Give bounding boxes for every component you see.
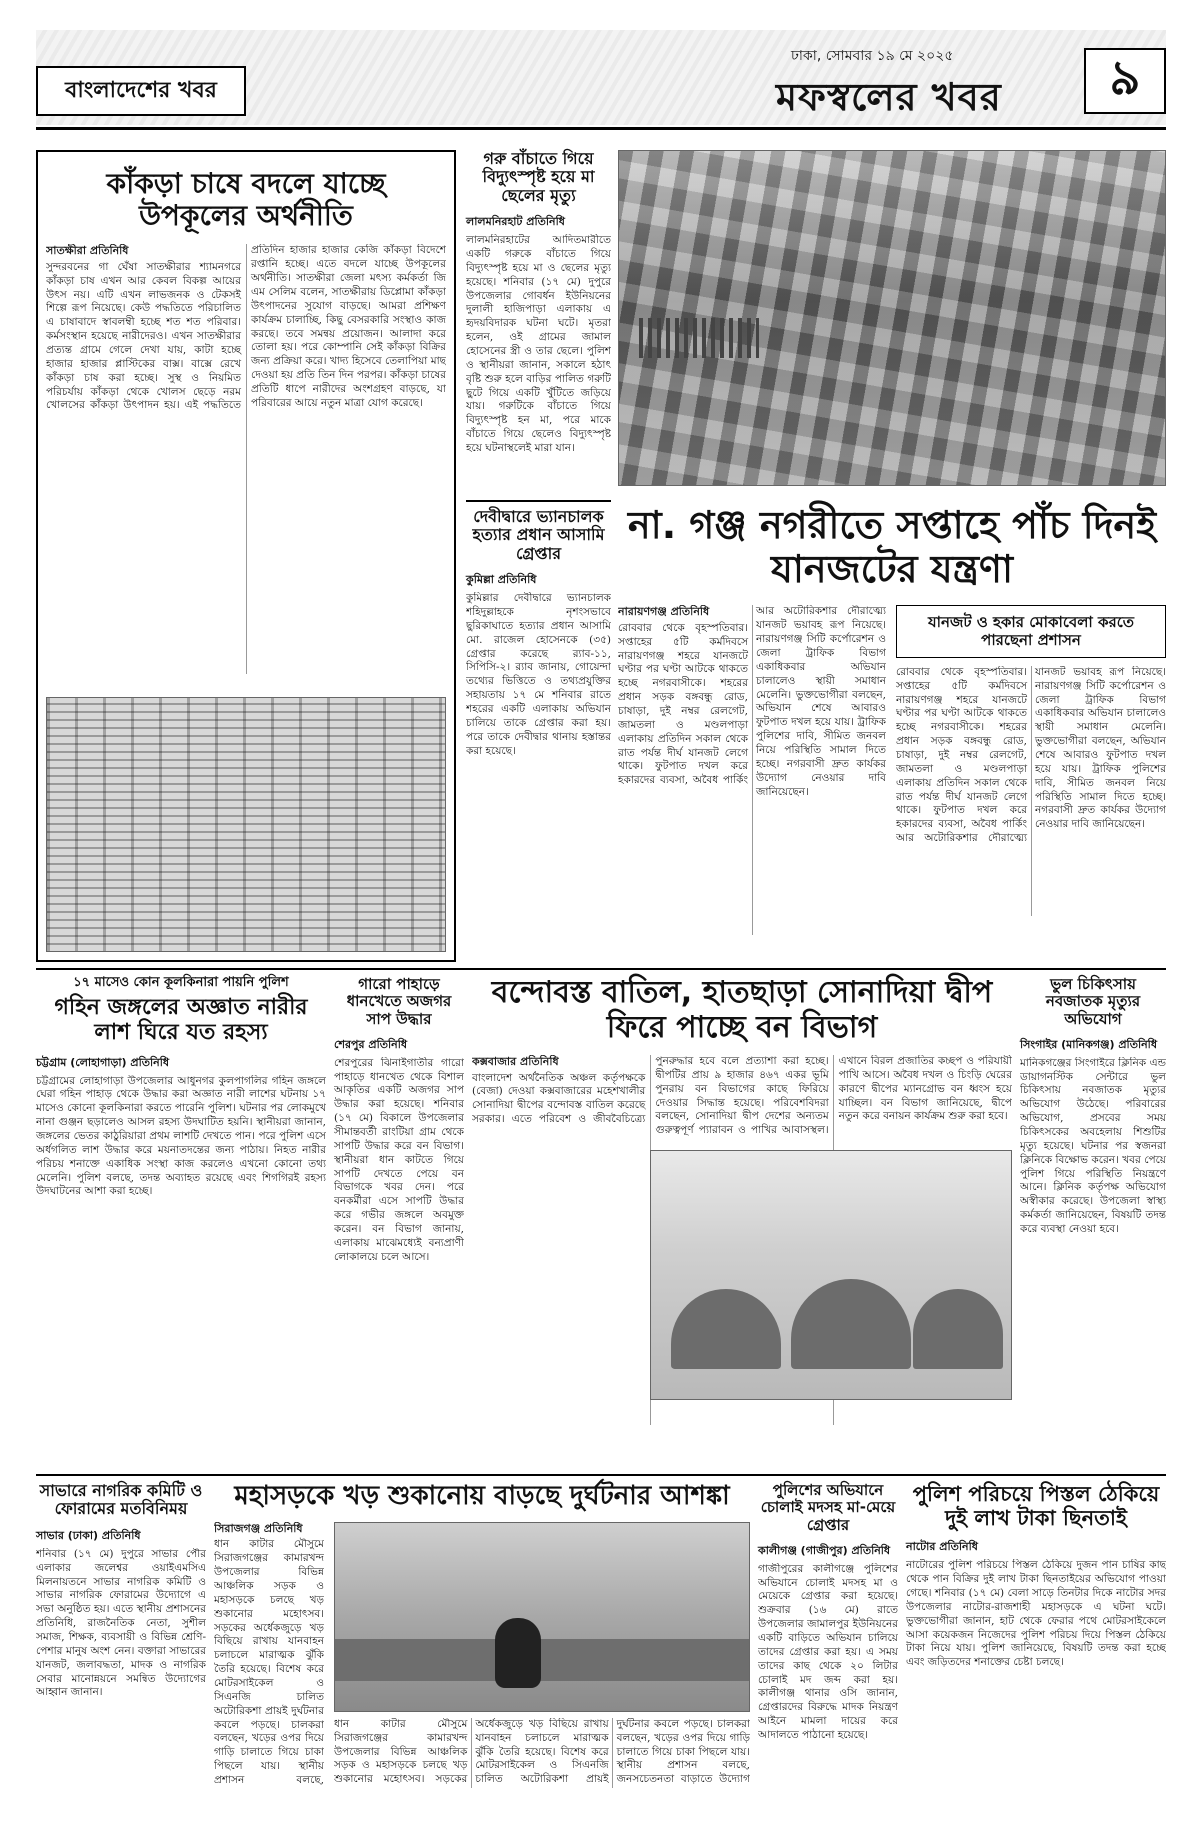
row-divider [36,1474,1166,1476]
traffic-subhead: যানজট ও হকার মোকাবেলা করতে পারছেনা প্রশাসন [896,605,1166,658]
robbery-body: নাটোরের পুলিশ পরিচয়ে পিস্তল ঠেকিয়ে দুজন পান চাষির কাছ থেকে পান বিক্রির দুই লাখ টাকা ছিনতাইয়ের অভিযোগ পাওয়া গেছে। শনিবার (১৭ মে) বেলা সাড়ে তিনটার দিকে নাটোর সদর উপজেলার নাটোর-রাজশাহী মহাসড়কে এ ঘটনা ঘটে। ভুক্তভোগীরা জানান, হাট থেকে ফেরার পথে মোটরসাইকেলে আসা কয়েকজন নিজেদের পুলিশ পরিচয় দিয়ে পিস্তল ঠেকিয়ে টাকা নিয়ে যায়। পুলিশ জানিয়েছে, বিষয়টি তদন্ত করা হচ্ছে এবং জড়িতদের শনাক্তের চেষ্টা চলছে। [906,1559,1166,1669]
road-shape [335,1639,749,1680]
article-crab [36,150,456,962]
newborn-byline: সিংগাইর (মানিকগঞ্জ) প্রতিনিধি [1020,1037,1157,1051]
article-traffic [618,500,1166,955]
traffic-body-cont: রোববার থেকে বৃহস্পতিবার। সপ্তাহের ৫টি কর্মদিবসে নারায়ণগঞ্জ শহরে যানজটে ঘণ্টার পর ঘণ্টা আটকে থাকতে হচ্ছে নগরবাসীকে। শহরের প্রধান সড়ক বঙ্গবন্ধু রোড, চাষাড়া, দুই নম্বর রেলগেট, জামতলা ও মণ্ডলপাড়া এলাকায় প্রতিদিন সকাল থেকে রাত পর্যন্ত দীর্ঘ যানজট লেগে থাকে। ফুটপাত দখল করে হকারদের ব্যবসা, অবৈধ পার্কিং আর অটোরিকশার দৌরাত্ম্যে যানজট ভয়াবহ রূপ নিয়েছে। নারায়ণগঞ্জ সিটি কর্পোরেশন ও জেলা ট্রাফিক বিভাগ একাধিকবার অভিযান চালালেও স্থায়ী সমাধান মেলেনি। ভুক্তভোগীরা বলছেন, অভিযান শেষে আবারও ফুটপাত দখল হয়ে যায়। ট্রাফিক পুলিশের দাবি, সীমিত জনবল নিয়ে পরিস্থিতি সামাল দিতে হচ্ছে। নগরবাসী দ্রুত কার্যকর উদ্যোগ নেওয়ার দাবি জানিয়েছেন। [896,665,1166,845]
jungle-kicker: ১৭ মাসেও কোন কূলকিনারা পায়নি পুলিশ [73,975,289,990]
highway-headline: মহাসড়কে খড় শুকানোয় বাড়ছে দুর্ঘটনার আশঙ্কা [234,1481,730,1511]
python-headline: গারো পাহাড়ে ধানখেতে অজগর সাপ উদ্ধার [346,975,452,1028]
jungle-body: চট্টগ্রামের লোহাগাড়া উপজেলার আধুনগর কুলপাগলির গহিন জঙ্গলে ঘেরা গহিন পাহাড় থেকে উদ্ধার করা অজ্ঞাত নারী লাশের ঘটনায় ১৭ মাসেও কোনো কূলকিনারা করতে পারেনি পুলিশ। ঘটনার পর লোকমুখে নানা গুঞ্জন ছড়ালেও আসল রহস্য উদঘাটিত হয়নি। স্থানীয়রা জানান, জঙ্গলের ভেতর কাঠুরিয়ারা প্রথম লাশটি দেখতে পান। পরে পুলিশ এসে অর্ধগলিত লাশ উদ্ধার করে ময়নাতদন্তের জন্য পাঠায়। নিহত নারীর পরিচয় শনাক্তে একাধিক সংস্থা কাজ করলেও এখনো কোনো তথ্য মেলেনি। পুলিশ বলছে, তদন্ত অব্যাহত রয়েছে এবং শিগগিরই রহস্য উদঘাটনের আশা করা হচ্ছে। [36,1074,326,1198]
traffic-body-left [618,605,886,935]
traffic-right-col [896,605,1166,935]
section-label-left: বাংলাদেশের খবর [36,66,246,116]
robbery-headline: পুলিশ পরিচয়ে পিস্তল ঠেকিয়ে দুই লাখ টাকা ছিনতাই [912,1482,1160,1531]
article-jungle [36,976,326,1466]
article-python [334,976,464,1466]
highway-right [334,1522,750,1788]
section-title: মফস্বলের খবর [776,75,1002,119]
savar-byline: সাভার (ঢাকা) প্রতিনিধি [36,1528,141,1542]
edition-date: ঢাকা, সোমবার ১৯ মে ২০২৫ [791,48,954,64]
crab-byline: সাতক্ষীরা প্রতিনিধি [46,244,129,258]
savar-headline: সাভারে নাগরিক কমিটি ও ফোরামের মতবিনিময় [39,1481,203,1519]
jungle-byline: চট্টগ্রাম (লোহাগাড়া) প্রতিনিধি [36,1055,170,1069]
liquor-headline: পুলিশের অভিযানে চোলাই মদসহ মা-মেয়ে গ্রেপ্তার [760,1481,896,1534]
electrocute-headline: গরু বাঁচাতে গিয়ে বিদ্যুৎস্পৃষ্ট হয়ে মা ছেলের মৃত্যু [482,149,595,205]
article-newborn [1020,976,1166,1466]
robbery-byline: নাটোর প্রতিনিধি [906,1540,978,1554]
crab-body: সুন্দরবনের গা ঘেঁষা সাতক্ষীরার শ্যামনগরে কাঁকড়া চাষ এখন আর কেবল বিকল্প আয়ের উৎস নয়। এটি এখন লাভজনক ও টেকসই শিল্পে রূপ নিয়েছে। কেউ পদ্ধতিতে পরিচালিত এ চাষাবাদে স্বাবলম্বী হচ্ছে শত শত পরিবার। কর্মসংস্থান হয়েছে নারীদেরও। এখন সাতক্ষীরার প্রত্যন্ত গ্রামে গেলে দেখা যায়, কাটা হচ্ছে হাজার হাজার প্লাস্টিকের বাক্স। বাক্সে রেখে কাঁকড়া চাষ করা হচ্ছে। সুস্থ ও নিয়মিত পরিচর্যায় কাঁকড়া থেকে খোলস ছেড়ে নরম খোলসের কাঁকড়া উৎপাদন হয়। এই পদ্ধতিতে প্রতিদিন হাজার হাজার কেজি কাঁকড়া বিদেশে রপ্তানি হচ্ছে। এতে বদলে যাচ্ছে উপকূলের অর্থনীতি। সাতক্ষীরা জেলা মৎস্য কর্মকর্তা জি এম সেলিম বলেন, সাতক্ষীরায় ডিপ্লোমা কাঁকড়া উৎপাদনের সুযোগ বাড়ছে। আমরা প্রশিক্ষণ কার্যক্রম চালাচ্ছি, কিছু বেসরকারি সংস্থাও কাজ করছে। তবে সমন্বয় প্রয়োজন। আলাদা করে তোলা হয়। পরে কোম্পানি সেই কাঁকড়া বিক্রির জন্য প্রক্রিয়া করে। খাদ্য হিসেবে তেলাপিয়া মাছ দেওয়া হয় প্রতি তিন দিন পরপর। কাঁকড়া চাষের প্রতিটি ধাপে নারীদের অংশগ্রহণ বাড়ছে, যা পরিবারের আয়ে নতুন মাত্রা যোগ করেছে। [46,244,446,412]
dewanbhog-byline: কুমিল্লা প্রতিনিধি [466,573,537,587]
tent-shape [913,1289,1003,1369]
article-liquor [758,1482,898,1832]
traffic-body: রোববার থেকে বৃহস্পতিবার। সপ্তাহের ৫টি কর্মদিবসে নারায়ণগঞ্জ শহরে যানজটে ঘণ্টার পর ঘণ্টা আটকে থাকতে হচ্ছে নগরবাসীকে। শহরের প্রধান সড়ক বঙ্গবন্ধু রোড, চাষাড়া, দুই নম্বর রেলগেট, জামতলা ও মণ্ডলপাড়া এলাকায় প্রতিদিন সকাল থেকে রাত পর্যন্ত দীর্ঘ যানজট লেগে থাকে। ফুটপাত দখল করে হকারদের ব্যবসা, অবৈধ পার্কিং আর অটোরিকশার দৌরাত্ম্যে যানজট ভয়াবহ রূপ নিয়েছে। নারায়ণগঞ্জ সিটি কর্পোরেশন ও জেলা ট্রাফিক বিভাগ একাধিকবার অভিযান চালালেও স্থায়ী সমাধান মেলেনি। ভুক্তভোগীরা বলছেন, অভিযান শেষে আবারও ফুটপাত দখল হয়ে যায়। ট্রাফিক পুলিশের দাবি, সীমিত জনবল নিয়ে পরিস্থিতি সামাল দিতে হচ্ছে। নগরবাসী দ্রুত কার্যকর উদ্যোগ নেওয়ার দাবি জানিয়েছেন। [618,605,886,798]
highway-body: ধান কাটার মৌসুমে সিরাজগঞ্জের কামারখন্দ উপজেলার বিভিন্ন আঞ্চলিক সড়ক ও মহাসড়কে চলছে খড় শুকানোর মহোৎসব। সড়কের অর্ধেকজুড়ে খড় বিছিয়ে রাখায় যানবাহন চলাচলে মারাত্মক ঝুঁকি তৈরি হয়েছে। বিশেষ করে মোটরসাইকেল ও সিএনজি চালিত অটোরিকশা প্রায়ই দুর্ঘটনার কবলে পড়ছে। চালকরা বলছেন, খড়ের ওপর দিয়ে গাড়ি চালাতে গিয়ে চাকা পিছলে যায়। স্থানীয় প্রশাসন বলছে, [214,1538,324,1787]
article-dewanbhog [466,500,611,955]
sonadia-byline: কক্সবাজার প্রতিনিধি [472,1055,559,1068]
sonadia-body: বাংলাদেশ অর্থনৈতিক অঞ্চল কর্তৃপক্ষকে (বেজা) দেওয়া কক্সবাজারের মহেশখালীর সোনাদিয়া দ্বীপের বন্দোবস্ত বাতিল করেছে সরকার। এতে পরিবেশ ও জীববৈচিত্র্যে পুনরুদ্ধার হবে বলে প্রত্যাশা করা হচ্ছে। দ্বীপটির প্রায় ৯ হাজার ৪৬৭ একর ভূমি পুনরায় বন বিভাগের কাছে ফিরিয়ে দেওয়ার সিদ্ধান্ত হয়েছে। পরিবেশবিদরা বলছেন, সোনাদিয়া দ্বীপ দেশের অন্যতম গুরুত্বপূর্ণ প্যারাবন ও পাখির আবাসস্থল। এখানে বিরল প্রজাতির কচ্ছপ ও পরিযায়ী পাখি আসে। অবৈধ দখল ও চিংড়ি ঘেরের কারণে দ্বীপের ম্যানগ্রোভ বন ধ্বংস হয়ে যাচ্ছিল। বন বিভাগ জানিয়েছে, দ্বীপে নতুন করে বনায়ন কার্যক্রম শুরু করা হবে। [472,1055,1012,1137]
sonadia-tents-photo [650,1150,1012,1400]
python-body: শেরপুরের ঝিনাইগাতীর গারো পাহাড়ে ধানখেত থেকে বিশাল আকৃতির একটি অজগর সাপ উদ্ধার করা হয়েছে। শনিবার (১৭ মে) বিকালে উপজেলার সীমান্তবর্তী রাংটিয়া গ্রাম থেকে সাপটি উদ্ধার করে বন বিভাগ। স্থানীয়রা ধান কাটতে গিয়ে সাপটি দেখতে পেয়ে বন বিভাগকে খবর দেন। পরে বনকর্মীরা এসে সাপটি উদ্ধার করে গভীর জঙ্গলে অবমুক্ত করেন। বন বিভাগ জানায়, এলাকায় মাঝেমধ্যেই বন্যপ্রাণী লোকালয়ে চলে আসে। [334,1056,464,1263]
traffic-jam-photo [618,150,1166,486]
dewanbhog-body: কুমিল্লার দেবীদ্বারে ভ্যানচালক শহিদুল্লাহকে নৃশংসভাবে ছুরিকাঘাতে হত্যার প্রধান আসামি মো. রাজেল হোসেনকে (৩৫) গ্রেপ্তার করেছে র‍্যাব-১১, সিপিসি-২। র‍্যাব জানায়, গোয়েন্দা তথ্যের ভিত্তিতে ও তথ্যপ্রযুক্তির সহায়তায় ১৭ মে শনিবার রাতে শহরের একটি এলাকায় অভিযান চালিয়ে তাকে গ্রেপ্তার করা হয়। পরে তাকে দেবীদ্বার থানায় হস্তান্তর করা হয়েছে। [466,592,611,757]
article-savar [36,1482,206,1832]
divider-rule [466,500,611,502]
crab-headline: কাঁকড়া চাষে বদলে যাচ্ছে উপকূলের অর্থনীতি [106,167,386,233]
tent-shape [791,1279,911,1369]
page-header [36,30,1166,130]
highway-byline: সিরাজগঞ্জ প্রতিনিধি [214,1521,303,1535]
dewanbhog-headline: দেবীদ্বারে ভ্যানচালক হত্যার প্রধান আসামি গ্রেপ্তার [472,507,605,563]
crab-farm-photo [46,697,446,952]
traffic-byline: নারায়ণগঞ্জ প্রতিনিধি [618,605,710,619]
tent-shape [671,1289,781,1369]
electrocute-byline: লালমনিরহাট প্রতিনিধি [466,215,565,229]
motorcyclist-shape [495,1618,541,1688]
jungle-headline: গহিন জঙ্গলের অজ্ঞাত নারীর লাশ ঘিরে যত রহস্য [54,994,308,1046]
electrocute-body: লালমনিরহাটের আদিতমারীতে একটি গরুকে বাঁচাতে গিয়ে বিদ্যুৎস্পৃষ্ট হয়ে মা ও ছেলের মৃত্যু হয়েছে। শনিবার (১৭ মে) দুপুরে উপজেলার গোবর্ধন ইউনিয়নের দুলালী হাজিপাড়া এলাকায় এ হৃদয়বিদারক ঘটনা ঘটে। মৃতরা হলেন, ওই গ্রামের জামাল হোসেনের স্ত্রী ও তার ছেলে। পুলিশ ও স্থানীয়রা জানান, সকালে হঠাৎ বৃষ্টি শুরু হলে বাড়ির পালিত গরুটি ছুটে গিয়ে একটি খুঁটিতে জড়িয়ে যায়। গরুটিকে বাঁচাতে গিয়ে বিদ্যুৎস্পৃষ্ট হন মা, পরে মাকে বাঁচাতে গিয়ে ছেলেও বিদ্যুৎস্পৃষ্ট হয়ে ঘটনাস্থলেই মারা যান। [466,234,611,455]
photo-crowd-shape [639,318,759,358]
highway-road-photo [334,1522,750,1712]
article-electrocute [466,150,611,490]
python-byline: শেরপুর প্রতিনিধি [334,1037,408,1051]
page-number: ৯ [1084,48,1166,114]
savar-body: শনিবার (১৭ মে) দুপুরে সাভার পৌর এলাকার জলেশ্বর ওয়াইএমসিএ মিলনায়তনে সাভার নাগরিক কমিটি ও সাভার নাগরিক ফোরামের উদ্যোগে এ সভা অনুষ্ঠিত হয়। এতে স্থানীয় প্রশাসনের প্রতিনিধি, রাজনৈতিক নেতা, সুশীল সমাজ, শিক্ষক, ব্যবসায়ী ও বিভিন্ন শ্রেণি-পেশার মানুষ অংশ নেন। বক্তারা সাভারের যানজট, জলাবদ্ধতা, মাদক ও নাগরিক সেবার মানোন্নয়নে সমন্বিত উদ্যোগের আহ্বান জানান। [36,1547,206,1699]
row-divider [36,968,1166,970]
newborn-headline: ভুল চিকিৎসায় নবজাতক মৃত্যুর অভিযোগ [1045,975,1141,1028]
crab-body-wrap [46,244,446,674]
traffic-headline: না. গঞ্জ নগরীতে সপ্তাহে পাঁচ দিনই যানজটের যন্ত্রণা [628,503,1156,591]
newborn-body: মানিকগঞ্জের সিংগাইরে ক্লিনিক এন্ড ডায়াগনস্টিক সেন্টারে ভুল চিকিৎসায় নবজাতক মৃত্যুর অভিযোগ উঠেছে। পরিবারের অভিযোগ, প্রসবের সময় চিকিৎসকের অবহেলায় শিশুটির মৃত্যু হয়েছে। ঘটনার পর স্বজনরা ক্লিনিকে বিক্ষোভ করেন। খবর পেয়ে পুলিশ গিয়ে পরিস্থিতি নিয়ন্ত্রণে আনে। ক্লিনিক কর্তৃপক্ষ অভিযোগ অস্বীকার করেছে। উপজেলা স্বাস্থ্য কর্মকর্তা জানিয়েছেন, বিষয়টি তদন্ত করে ব্যবস্থা নেওয়া হবে। [1020,1056,1166,1236]
liquor-byline: কালীগঞ্জ (গাজীপুর) প্রতিনিধি [758,1543,891,1557]
article-robbery [906,1482,1166,1832]
article-highway [214,1482,750,1832]
highway-body-cont: ধান কাটার মৌসুমে সিরাজগঞ্জের কামারখন্দ উপজেলার বিভিন্ন আঞ্চলিক সড়ক ও মহাসড়কে চলছে খড় শুকানোর মহোৎসব। সড়কের অর্ধেকজুড়ে খড় বিছিয়ে রাখায় যানবাহন চলাচলে মারাত্মক ঝুঁকি তৈরি হয়েছে। বিশেষ করে মোটরসাইকেল ও সিএনজি চালিত অটোরিকশা প্রায়ই দুর্ঘটনার কবলে পড়ছে। চালকরা বলছেন, খড়ের ওপর দিয়ে গাড়ি চালাতে গিয়ে চাকা পিছলে যায়। স্থানীয় প্রশাসন বলছে, জনসচেতনতা বাড়াতে উদ্যোগ [334,1717,750,1786]
highway-body-left [214,1522,324,1787]
liquor-body: গাজীপুরের কালীগঞ্জে পুলিশের অভিযানে চোলাই মদসহ মা ও মেয়েকে গ্রেপ্তার করা হয়েছে। শুক্রবার (১৬ মে) রাতে উপজেলার জামালপুর ইউনিয়নের একটি বাড়িতে অভিযান চালিয়ে তাদের গ্রেপ্তার করা হয়। এ সময় তাদের কাছ থেকে ২০ লিটার চোলাই মদ জব্দ করা হয়। কালীগঞ্জ থানার ওসি জানান, গ্রেপ্তারদের বিরুদ্ধে মাদক নিয়ন্ত্রণ আইনে মামলা দায়ের করে আদালতে পাঠানো হয়েছে। [758,1562,898,1742]
sonadia-headline: বন্দোবস্ত বাতিল, হাতছাড়া সোনাদিয়া দ্বীপ ফিরে পাচ্ছে বন বিভাগ [491,975,993,1045]
